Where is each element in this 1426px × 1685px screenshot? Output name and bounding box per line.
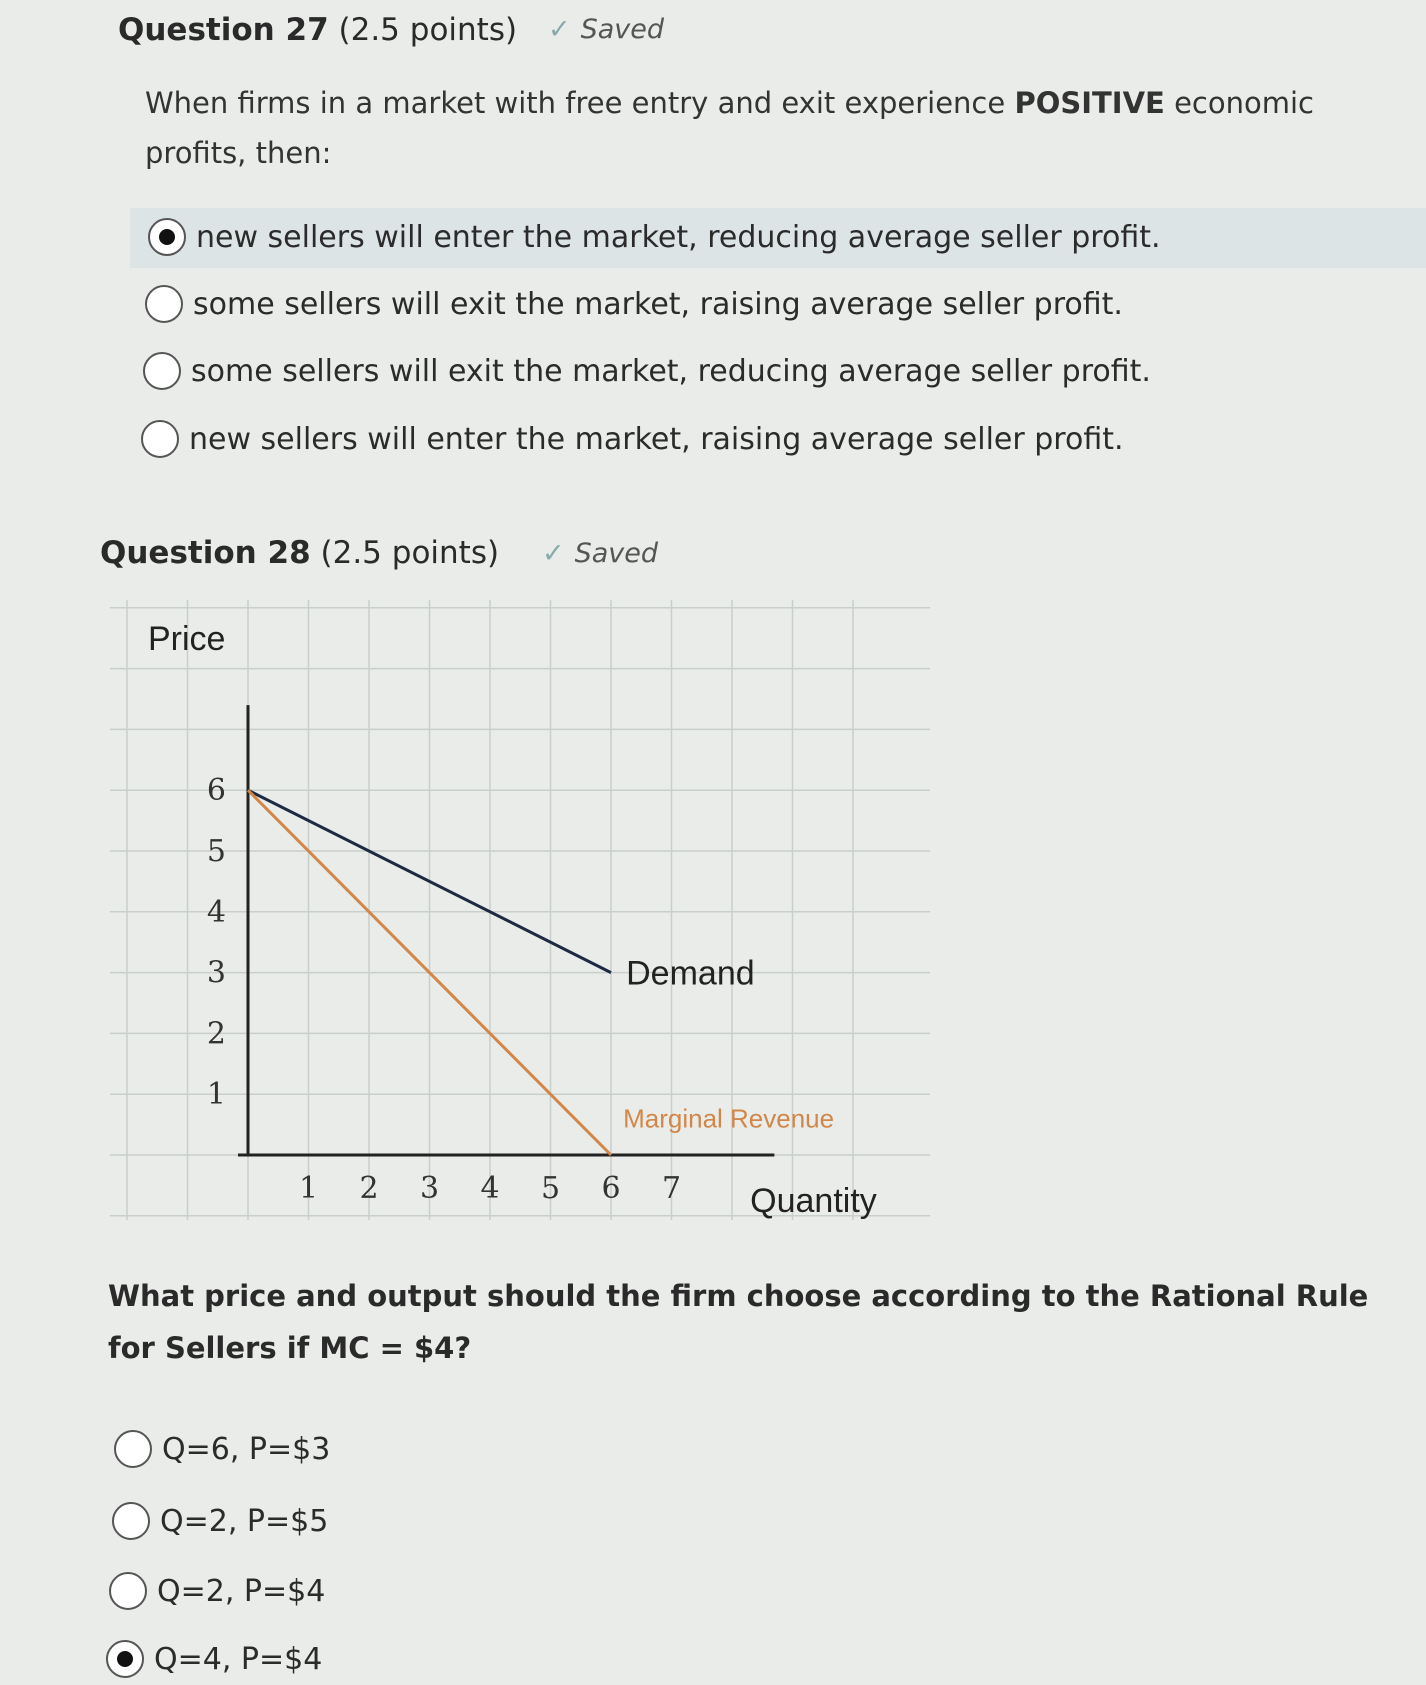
radio-icon[interactable] — [143, 352, 181, 390]
q27-prompt-tail: economic profits, then: — [145, 86, 1314, 170]
q28-option-3[interactable] — [109, 1572, 325, 1610]
q28-saved-status — [542, 538, 658, 569]
demand-label: Demand — [626, 954, 755, 993]
radio-icon[interactable] — [106, 1640, 144, 1678]
q28-number: Question 28 — [100, 535, 311, 571]
y-tick-label: 4 — [206, 894, 226, 930]
q28-header — [100, 535, 499, 571]
chart-ticks — [207, 773, 681, 1206]
q27-option-4[interactable] — [141, 420, 1124, 458]
q28-option-2[interactable] — [112, 1502, 328, 1540]
q27-prompt — [145, 78, 1385, 178]
radio-icon[interactable] — [141, 420, 179, 458]
radio-icon[interactable] — [148, 218, 186, 256]
check-icon: ✓ — [548, 14, 571, 45]
q27-option-4-label: new sellers will enter the market, raising average seller profit. — [189, 421, 1124, 457]
q27-header — [118, 12, 517, 48]
y-tick-label: 1 — [206, 1077, 226, 1113]
y-tick-label: 3 — [206, 955, 226, 991]
y-tick-label: 5 — [206, 834, 226, 869]
q27-number: Question 27 — [118, 12, 329, 48]
x-tick-label: 3 — [419, 1171, 440, 1206]
q27-saved-label: Saved — [580, 14, 665, 45]
q28-option-1[interactable] — [114, 1430, 330, 1468]
economics-chart — [110, 600, 930, 1220]
q28-saved-label: Saved — [574, 538, 659, 569]
q27-option-3-label: some sellers will exit the market, reducing average seller profit. — [191, 353, 1151, 389]
radio-icon[interactable] — [109, 1572, 147, 1610]
q27-prompt-text: When firms in a market with free entry and exit experience — [145, 86, 1015, 120]
q28-question: What price and output should the firm choose according to the Rational Rule for Sellers if MC = $4? — [108, 1279, 1369, 1365]
radio-icon[interactable] — [112, 1502, 150, 1540]
q27-points: (2.5 points) — [338, 12, 518, 48]
q27-option-1[interactable] — [148, 218, 1161, 256]
q27-option-2-label: some sellers will exit the market, raising average seller profit. — [193, 286, 1123, 322]
q28-option-4-label: Q=4, P=$4 — [154, 1641, 323, 1677]
x-tick-label: 1 — [298, 1171, 319, 1206]
check-icon: ✓ — [542, 538, 565, 569]
x-tick-label: 7 — [661, 1171, 682, 1206]
q28-option-4[interactable] — [106, 1640, 322, 1678]
q28-option-2-label: Q=2, P=$5 — [160, 1503, 329, 1539]
q27-prompt-bold: POSITIVE — [1014, 86, 1165, 120]
chart-axes — [238, 705, 774, 1155]
x-tick-label: 2 — [359, 1171, 379, 1206]
marginal-revenue-label: Marginal Revenue — [623, 1103, 835, 1134]
x-tick-label: 4 — [480, 1171, 500, 1206]
x-axis-label: Quantity — [750, 1182, 877, 1220]
y-axis-label: Price — [148, 620, 226, 658]
q28-points: (2.5 points) — [320, 535, 500, 571]
y-tick-label: 6 — [206, 773, 226, 809]
q27-option-2[interactable] — [145, 285, 1123, 323]
q27-option-3[interactable] — [143, 352, 1151, 390]
q28-option-1-label: Q=6, P=$3 — [162, 1431, 331, 1467]
chart-svg — [110, 600, 930, 1220]
x-tick-label: 6 — [601, 1171, 621, 1206]
radio-icon[interactable] — [114, 1430, 152, 1468]
q27-option-1-label: new sellers will enter the market, reducing average seller profit. — [196, 219, 1161, 255]
y-tick-label: 2 — [206, 1016, 226, 1052]
x-tick-label: 5 — [540, 1171, 561, 1206]
q27-saved-status — [548, 14, 664, 45]
chart-labels — [148, 620, 877, 1220]
q28-option-3-label: Q=2, P=$4 — [157, 1573, 326, 1609]
radio-icon[interactable] — [145, 285, 183, 323]
